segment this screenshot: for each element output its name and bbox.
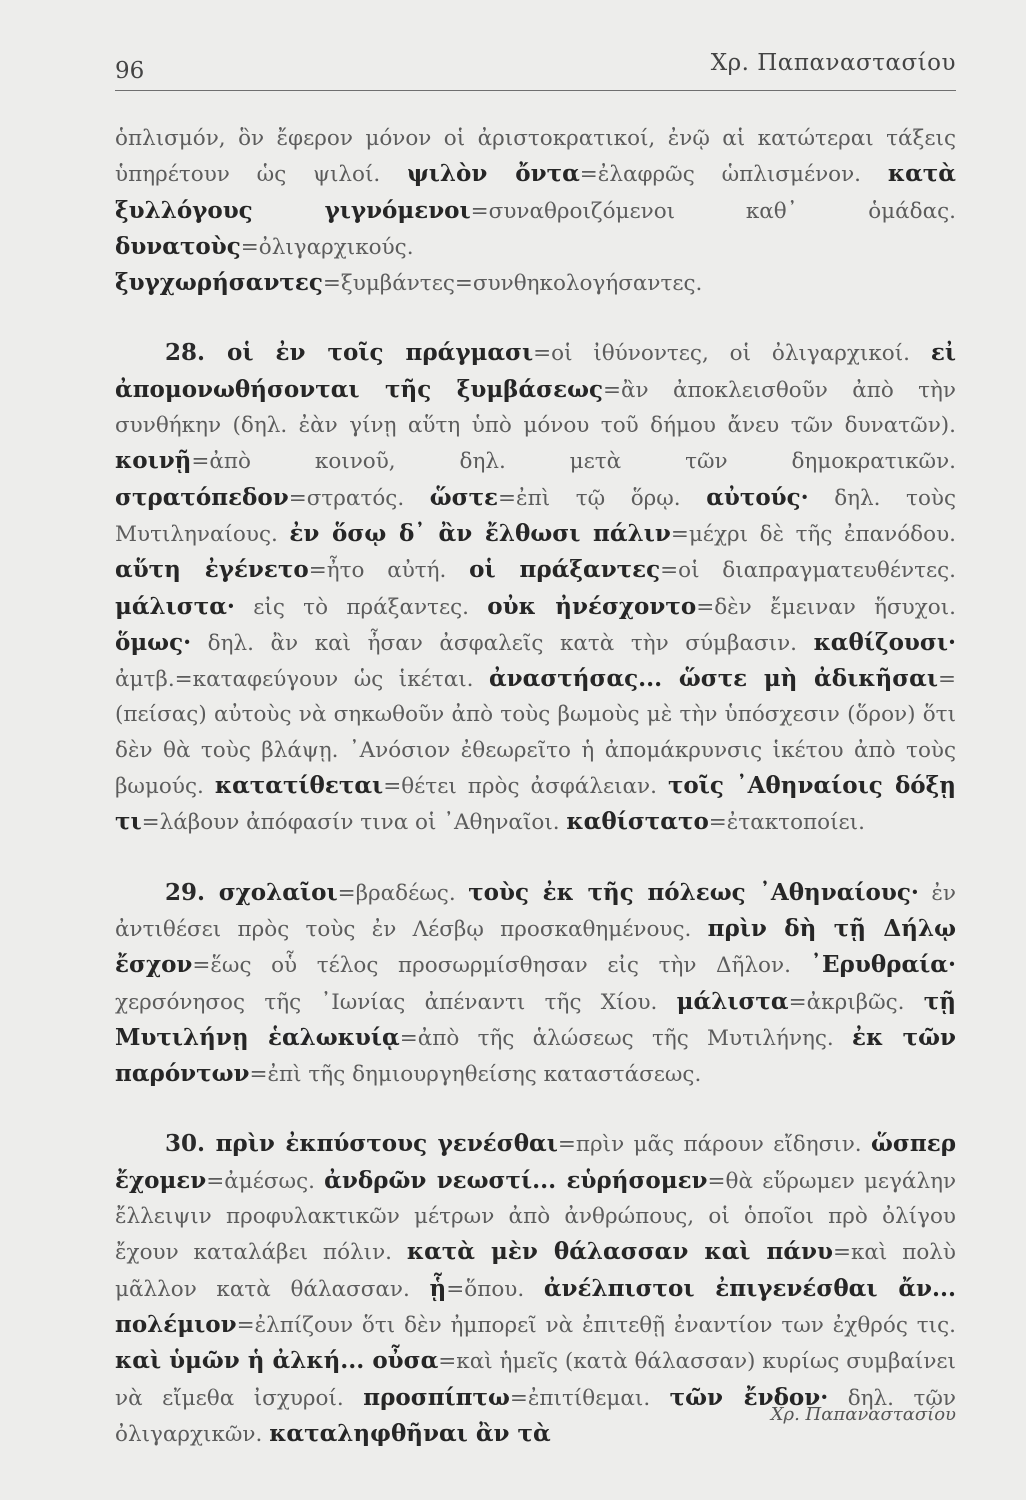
- gloss-text: =βραδέως.: [337, 880, 469, 906]
- gloss-text: =ἀμέσως.: [206, 1168, 325, 1194]
- lemma-term: καθίζουσι·: [813, 628, 956, 656]
- gloss-text: =λάβουν ἀπόφασίν τινα οἱ ᾿Αθηναῖοι.: [141, 810, 567, 836]
- gloss-text: =ἐπὶ τῷ ὅρῳ.: [498, 485, 707, 511]
- lemma-term: καταληφθῆναι ἂν τὰ: [269, 1419, 551, 1447]
- lemma-term: ὥστε: [429, 483, 499, 511]
- gloss-text: =ἀπὸ τῆς ἁλώσεως τῆς Μυτιλήνης.: [399, 1025, 853, 1051]
- gloss-text: =ἐλαφρῶς ὡπλισμένον.: [579, 162, 888, 188]
- lemma-term: τῇ Μυτιλήνῃ ἑαλωκυίᾳ: [115, 987, 956, 1051]
- lemma-term: πρὶν ἐκπύστους γενέσθαι: [215, 1130, 558, 1158]
- gloss-text: =καὶ ἡμεῖς (κατὰ θάλασσαν) κυρίως συμβαίνει νὰ εἴμεθα ἰσχυροί.: [115, 1349, 956, 1411]
- lemma-term: οὐκ ἠνέσχοντο: [487, 592, 697, 620]
- gloss-text: =ἕως οὗ τέλος προσωρμίσθησαν εἰς τὴν Δῆλον.: [192, 953, 811, 979]
- paragraph-number: 30.: [165, 1130, 216, 1158]
- commentary-paragraph-continued: [115, 121, 956, 301]
- gloss-text: δηλ. τῶν ὀλιγαρχικῶν.: [115, 1385, 956, 1447]
- gloss-text: =(πείσας) αὐτοὺς νὰ σηκωθοῦν ἀπὸ τοὺς βωμοὺς μὲ τὴν ὑπόσχεσιν (ὅρον) ὅτι δὲν θὰ τοὺς βλάψῃ. ᾿Ανόσιον ἐθεωρεῖτο ἡ ἀπομάκρυνσις ἱκέτου ἀπὸ τοὺς βωμούς.: [115, 667, 956, 800]
- page-number: 96: [115, 58, 145, 84]
- gloss-text: ἀμτβ.=καταφεύγουν ὡς ἱκέται.: [115, 667, 489, 693]
- gloss-text: =ἀκριβῶς.: [788, 989, 924, 1015]
- lemma-term: ἐν ὅσῳ δ᾽ ἂν ἔλθωσι πάλιν: [289, 519, 671, 547]
- gloss-text: =ἂν ἀποκλεισθοῦν ἀπὸ τὴν συνθήκην (δηλ. ἐὰν γίνῃ αὕτη ὑπὸ μόνου τοῦ δήμου ἄνευ τῶν δυνατῶν).: [115, 377, 956, 439]
- lemma-term: ὥσπερ ἔχομεν: [115, 1130, 956, 1194]
- lemma-term: ὅμως·: [115, 628, 192, 656]
- lemma-term: αὕτη ἐγένετο: [115, 556, 309, 584]
- lemma-term: τῶν ἔνδον·: [669, 1383, 829, 1411]
- commentary-paragraph-28: [115, 335, 956, 840]
- lemma-term: ψιλὸν ὄντα: [407, 160, 580, 188]
- commentary-body: [115, 121, 956, 1452]
- lemma-term: ξυγχωρήσαντες: [115, 269, 323, 297]
- gloss-text: εἰς τὸ πράξαντες.: [234, 594, 488, 620]
- lemma-term: ἀνδρῶν νεωστί... εὑρήσομεν: [324, 1166, 708, 1194]
- author-signature: Χρ. Παπαναστασίου: [770, 1404, 956, 1425]
- gloss-text: =ἐπὶ τῆς δημιουργηθείσης καταστάσεως.: [249, 1062, 702, 1088]
- paragraph-number: 28.: [165, 339, 228, 367]
- gloss-text: =μέχρι δὲ τῆς ἐπανόδου.: [670, 521, 956, 547]
- lemma-term: ᾿Ερυθραία·: [810, 951, 956, 979]
- lemma-term: ἐκ τῶν παρόντων: [115, 1023, 956, 1088]
- lemma-term: αὐτούς·: [706, 483, 809, 511]
- gloss-text: ἐν ἀντιθέσει πρὸς τοὺς ἐν Λέσβῳ προσκαθημένους.: [115, 880, 956, 942]
- gloss-text: =οἱ διαπραγματευθέντες.: [660, 558, 956, 584]
- lemma-term: ἀνέλπιστοι ἐπιγενέσθαι ἄν... πολέμιον: [115, 1274, 957, 1338]
- gloss-text: χερσόνησος τῆς ᾿Ιωνίας ἀπέναντι τῆς Χίου.: [115, 989, 677, 1015]
- gloss-text: =ἀπὸ κοινοῦ, δηλ. μετὰ τῶν δημοκρατικῶν.: [191, 449, 956, 475]
- lemma-term: στρατόπεδον: [115, 483, 289, 511]
- lemma-term: μάλιστα·: [115, 592, 235, 620]
- gloss-text: δηλ. τοὺς Μυτιληναίους.: [115, 485, 956, 547]
- gloss-text: =καὶ πολὺ μᾶλλον κατὰ θάλασσαν.: [115, 1240, 956, 1302]
- lemma-term: κατὰ ξυλλόγους γιγνόμενοι: [115, 160, 956, 224]
- gloss-text: =ἐλπίζουν ὅτι δὲν ἠμπορεῖ νὰ ἐπιτεθῇ ἐναντίον των ἐχθρός τις.: [236, 1312, 956, 1338]
- gloss-text: =θέτει πρὸς ἀσφάλειαν.: [383, 774, 668, 800]
- paragraph-number: 29.: [165, 878, 219, 906]
- gloss-text: =ξυμβάντες=συνθηκολογήσαντες.: [322, 271, 703, 297]
- lemma-term: οἱ πράξαντες: [469, 556, 661, 584]
- gloss-text: ὁπλισμόν, ὃν ἔφερον μόνον οἱ ἀριστοκρατικοί, ἐνῷ αἱ κατώτεραι τάξεις ὑπηρέτουν ὡς ψιλοί.: [115, 126, 956, 188]
- gloss-text: δηλ. ἂν καὶ ἦσαν ἀσφαλεῖς κατὰ τὴν σύμβασιν.: [191, 630, 814, 656]
- lemma-term: εἰ ἀπομονωθήσονται τῆς ξυμβάσεως: [115, 339, 956, 403]
- running-head: Χρ. Παπαναστασίου: [710, 50, 956, 76]
- gloss-text: =συναθροιζόμενοι καθ᾽ ὁμάδας.: [470, 198, 956, 224]
- gloss-text: =στρατός.: [288, 485, 430, 511]
- lemma-term: δυνατοὺς: [115, 232, 241, 260]
- gloss-text: =θὰ εὕρωμεν μεγάλην ἔλλειψιν προφυλακτικῶν μέτρων ἀπὸ ἀνθρώπους, οἱ ὁποῖοι πρὸ ὀλίγου ἔχουν καταλάβει πόλιν.: [115, 1168, 957, 1266]
- lemma-term: προσπίπτω: [363, 1383, 510, 1411]
- gloss-text: =ἦτο αὐτή.: [308, 558, 470, 584]
- lemma-term: ᾗ: [429, 1274, 447, 1302]
- lemma-term: τοῖς ᾿Αθηναίοις δόξῃ τι: [115, 772, 956, 836]
- lemma-term: πρὶν δὴ τῇ Δήλῳ ἔσχον: [115, 914, 956, 979]
- gloss-text: =ὀλιγαρχικούς.: [240, 234, 414, 260]
- lemma-term: ἀναστήσας... ὥστε μὴ ἀδικῆσαι: [488, 665, 938, 693]
- lemma-term: καὶ ὑμῶν ἡ ἀλκή... οὖσα: [115, 1347, 439, 1375]
- lemma-term: κοινῇ: [115, 447, 192, 475]
- gloss-text: =οἱ ἰθύνοντες, οἱ ὀλιγαρχικοί.: [533, 341, 931, 367]
- lemma-term: καθίστατο: [566, 808, 709, 836]
- gloss-text: =ἐπιτίθεμαι.: [509, 1385, 670, 1411]
- lemma-term: μάλιστα: [676, 987, 789, 1015]
- commentary-paragraph-29: [115, 875, 956, 1093]
- gloss-text: =ὅπου.: [446, 1276, 544, 1302]
- gloss-text: =δὲν ἔμειναν ἥσυχοι.: [696, 594, 956, 620]
- lemma-term: οἱ ἐν τοῖς πράγμασι: [227, 339, 534, 367]
- gloss-text: =ἐτακτοποίει.: [708, 810, 865, 836]
- lemma-term: σχολαῖοι: [218, 878, 338, 906]
- lemma-term: κατατίθεται: [214, 772, 384, 800]
- lemma-term: τοὺς ἐκ τῆς πόλεως ᾿Αθηναίους·: [468, 878, 919, 906]
- page-header: [115, 0, 956, 91]
- gloss-text: =πρὶν μᾶς πάρουν εἴδησιν.: [557, 1132, 872, 1158]
- lemma-term: κατὰ μὲν θάλασσαν καὶ πάνυ: [406, 1238, 833, 1266]
